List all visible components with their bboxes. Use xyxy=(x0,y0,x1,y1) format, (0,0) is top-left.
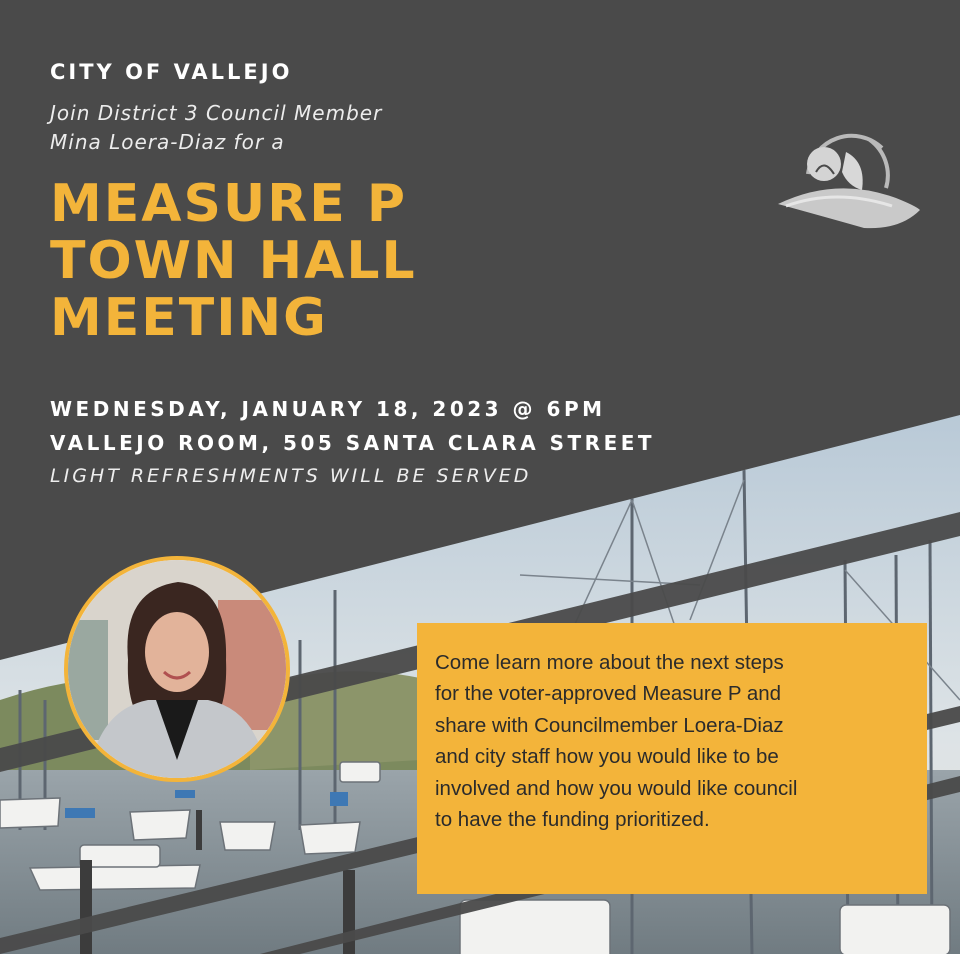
invite-line-1: Join District 3 Council Member xyxy=(50,101,383,125)
description-text xyxy=(435,647,909,835)
refreshments-note: LIGHT REFRESHMENTS WILL BE SERVED xyxy=(50,465,532,487)
invite-line-2: Mina Loera-Diaz for a xyxy=(50,130,285,154)
city-seal-logo-icon xyxy=(776,128,922,232)
event-location: VALLEJO ROOM, 505 SANTA CLARA STREET xyxy=(50,431,656,455)
organization-name: CITY OF VALLEJO xyxy=(50,60,293,84)
description-line-5: involved and how you would like council xyxy=(435,776,798,800)
description-line-2: for the voter-approved Measure P and xyxy=(435,682,782,706)
event-title xyxy=(50,176,417,347)
title-line-3: MEETING xyxy=(50,288,328,348)
portrait-image xyxy=(68,560,286,778)
description-line-6: to have the funding prioritized. xyxy=(435,808,710,832)
council-member-portrait xyxy=(64,556,290,782)
title-line-2: TOWN HALL xyxy=(50,231,417,291)
description-line-4: and city staff how you would like to be xyxy=(435,745,779,769)
description-box xyxy=(417,623,927,894)
description-line-3: share with Councilmember Loera-Diaz xyxy=(435,713,784,737)
event-date-time: WEDNESDAY, JANUARY 18, 2023 @ 6PM xyxy=(50,397,606,421)
title-line-1: MEASURE P xyxy=(50,174,407,234)
description-line-1: Come learn more about the next steps xyxy=(435,651,784,674)
